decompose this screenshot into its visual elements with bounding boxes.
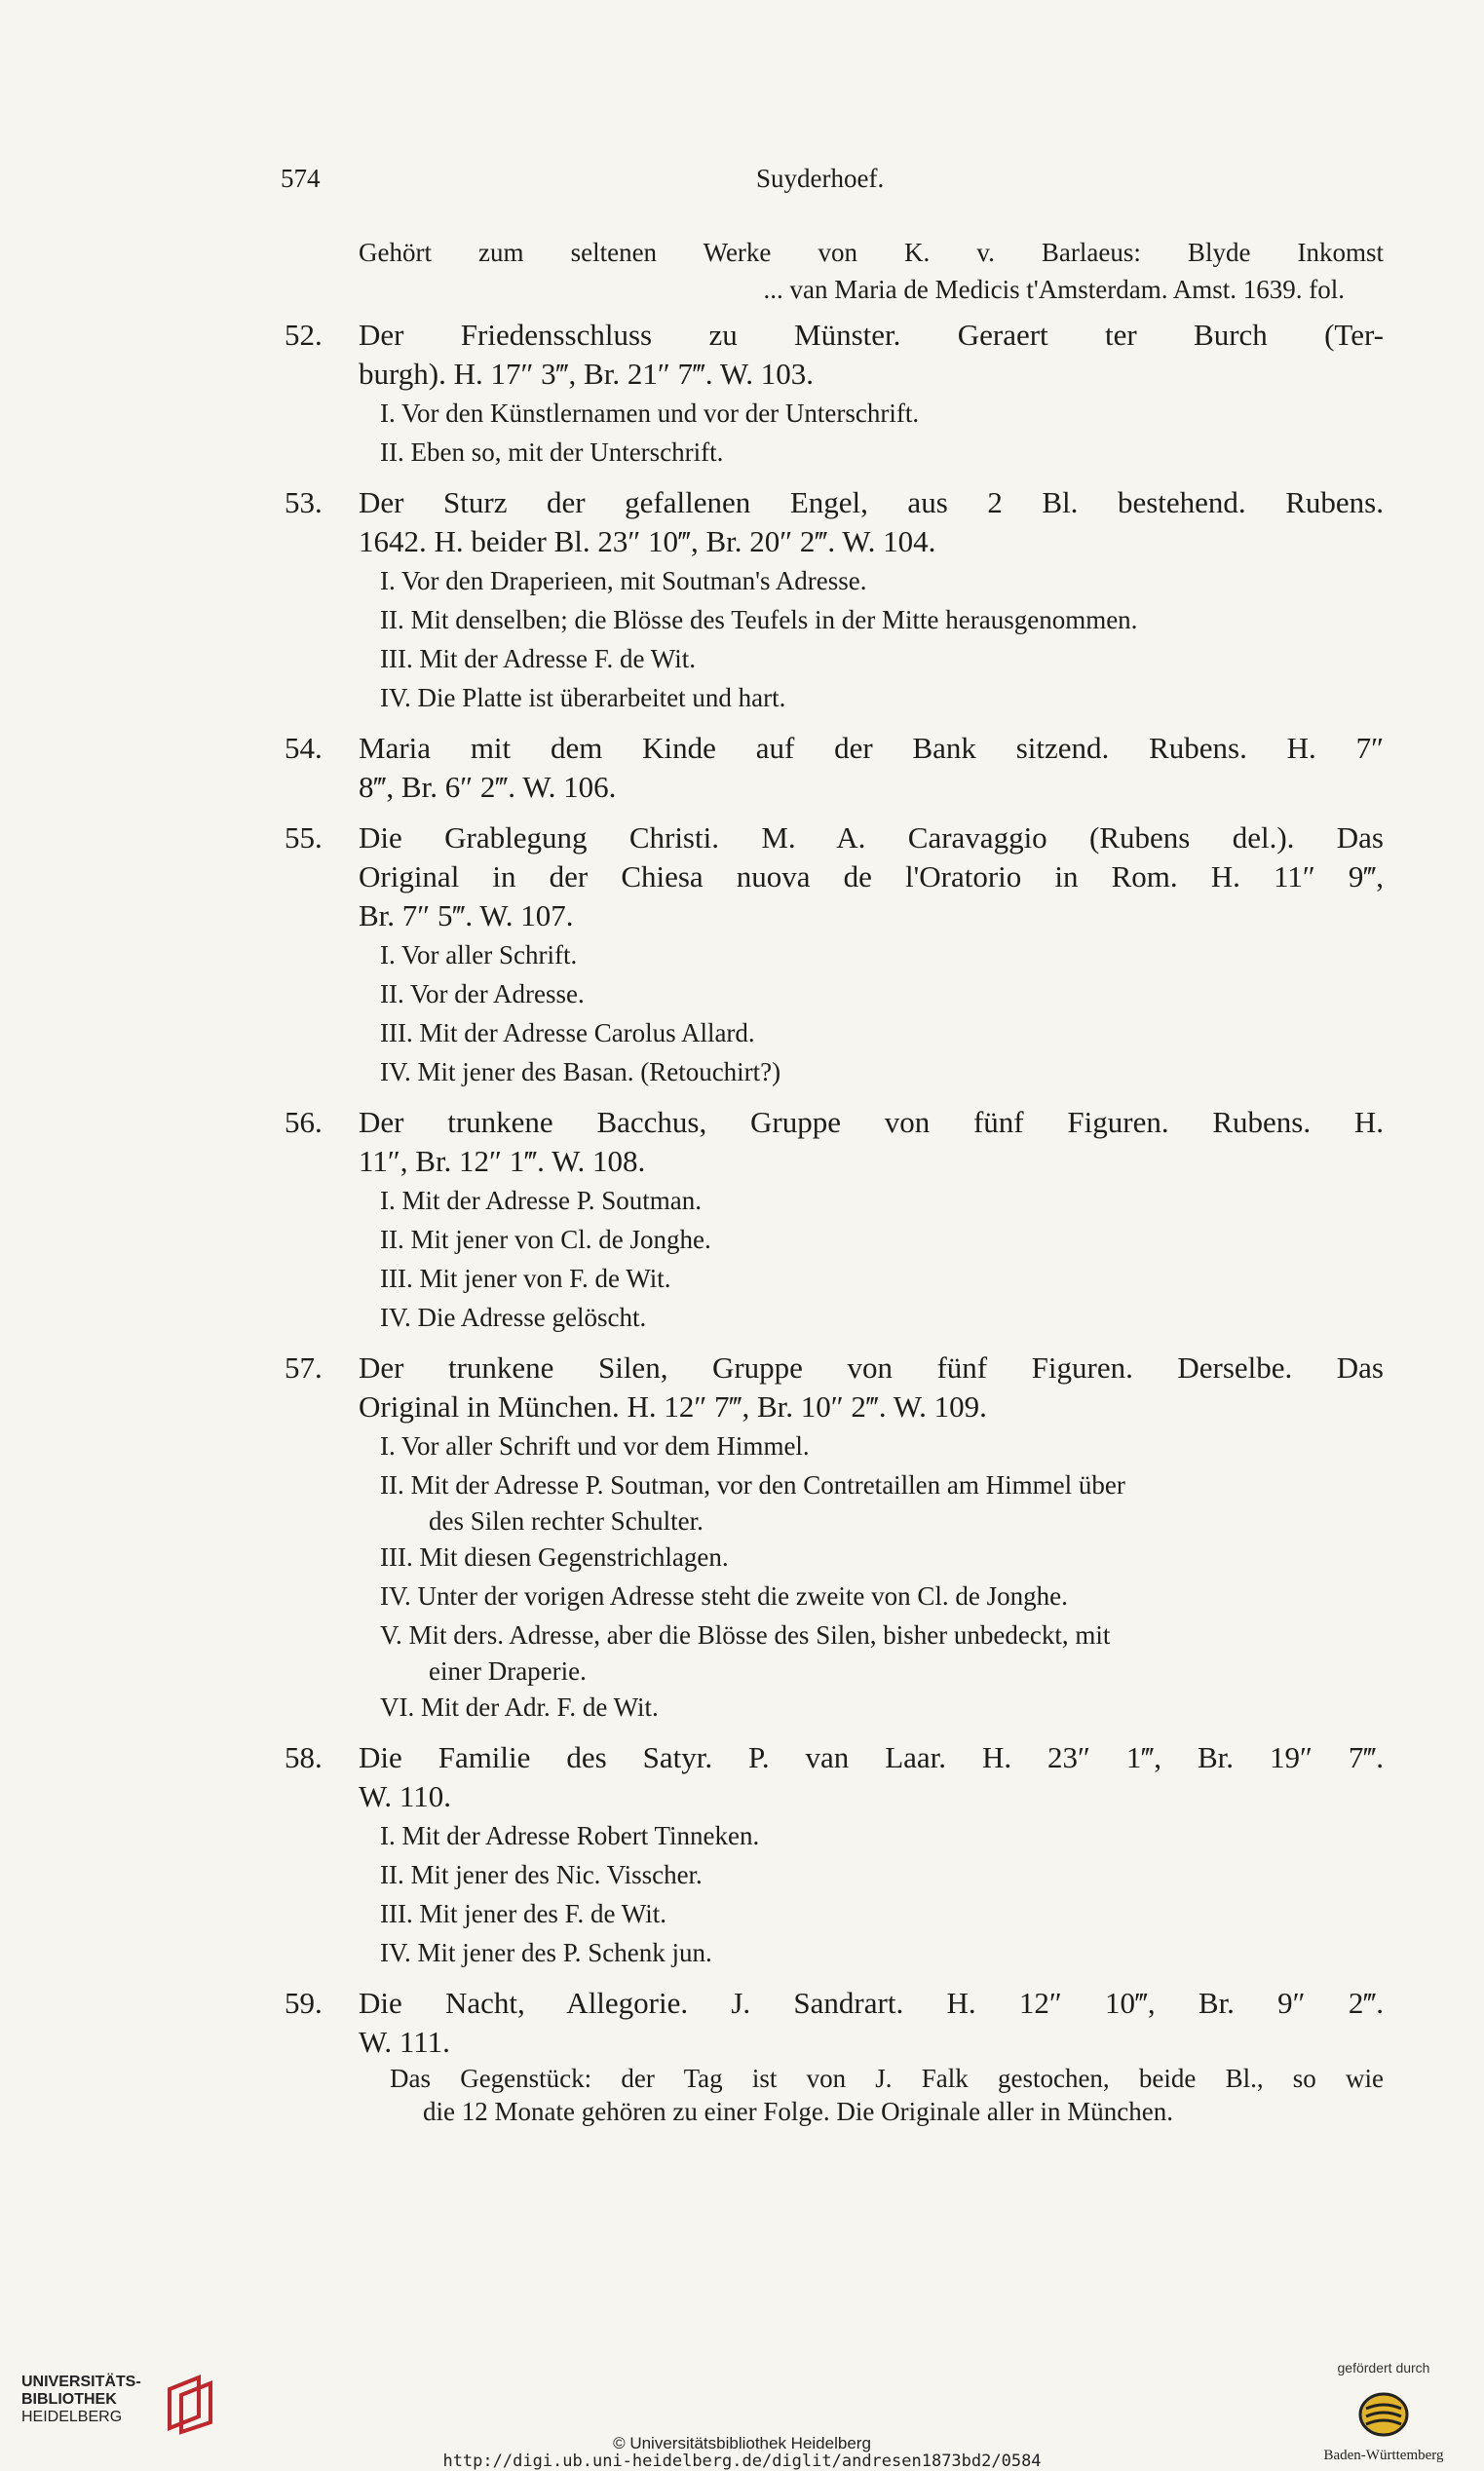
entry-line (0, 818, 1484, 857)
state-description: V. Mit ders. Adresse, aber die Blösse des Silen, bisher unbedeckt, mit (380, 1620, 1111, 1650)
state-continuation: des Silen rechter Schulter. (429, 1506, 704, 1536)
state-description: IV. Die Platte ist überarbeitet und hart. (380, 683, 786, 712)
state-description: VI. Mit der Adr. F. de Wit. (380, 1692, 659, 1722)
intro-line: Gehört zum seltenen Werke von K. v. Barlaeus: Blyde Inkomst (359, 238, 1384, 267)
catalogue-entry (0, 1738, 1484, 1972)
entry-line (0, 522, 1484, 561)
state-description: IV. Unter der vorigen Adresse steht die zweite von Cl. de Jonghe. (380, 1581, 1068, 1611)
state-description: II. Mit denselben; die Blösse des Teufels in der Mitte herausgenommen. (380, 605, 1138, 634)
entry-number: 56. (285, 1105, 323, 1139)
entry-text: Die Familie des Satyr. P. van Laar. H. 23″ 1‴, Br. 19″ 7‴. (359, 1740, 1384, 1774)
sponsor-block (1296, 2360, 1471, 2463)
entry-line (0, 1388, 1484, 1426)
state-description: II. Eben so, mit der Unterschrift. (380, 437, 724, 467)
coat-of-arms-icon (1358, 2389, 1409, 2440)
entry-line (0, 857, 1484, 896)
entry-text: Die Nacht, Allegorie. J. Sandrart. H. 12″ 10‴, Br. 9″ 2‴. (359, 1986, 1384, 2020)
state-description: IV. Die Adresse gelöscht. (380, 1303, 647, 1332)
state-description: II. Vor der Adresse. (380, 979, 585, 1008)
state-description: III. Mit jener von F. de Wit. (380, 1264, 671, 1293)
state-description: I. Vor den Künstlernamen und vor der Unterschrift. (380, 399, 920, 428)
intro-paragraph (359, 234, 1384, 308)
state-description: II. Mit jener von Cl. de Jonghe. (380, 1225, 711, 1254)
entry-line (0, 729, 1484, 768)
entry-line (0, 1984, 1484, 2023)
entry-text: burgh). H. 17″ 3‴, Br. 21″ 7‴. W. 103. (359, 357, 815, 391)
state-description: I. Vor den Draperieen, mit Soutman's Adresse. (380, 566, 867, 595)
entry-text: 1642. H. beider Bl. 23″ 10‴, Br. 20″ 2‴. W. 104. (359, 524, 936, 558)
entry-line (0, 2023, 1484, 2062)
entry-number: 54. (285, 731, 323, 765)
entry-line (0, 1349, 1484, 1388)
entry-line (0, 1142, 1484, 1181)
state-description: II. Mit jener des Nic. Visscher. (380, 1860, 703, 1889)
entry-line (0, 896, 1484, 935)
state-description: I. Vor aller Schrift. (380, 940, 578, 969)
state-description: II. Mit der Adresse P. Soutman, vor den Contretaillen am Himmel über (380, 1470, 1125, 1500)
entry-number: 57. (285, 1350, 323, 1385)
entry-number: 53. (285, 485, 323, 519)
logo-line: BIBLIOTHEK (21, 2391, 117, 2408)
entry-text: Die Grablegung Christi. M. A. Caravaggio (Rubens del.). Das (359, 820, 1384, 855)
state-description: IV. Mit jener des P. Schenk jun. (380, 1938, 712, 1967)
state-continuation: einer Draperie. (429, 1656, 587, 1686)
entry-text: Original in der Chiesa nuova de l'Oratorio in Rom. H. 11″ 9‴, (359, 859, 1384, 893)
running-title: Suyderhoef. (756, 164, 885, 193)
state-description: IV. Mit jener des Basan. (Retouchirt?) (380, 1057, 781, 1086)
intro-line: ... van Maria de Medicis t'Amsterdam. Amst. 1639. fol. (763, 275, 1345, 304)
entry-text: Der Sturz der gefallenen Engel, aus 2 Bl. bestehend. Rubens. (359, 485, 1384, 519)
logo-line: HEIDELBERG (21, 2409, 123, 2425)
entry-number: 59. (285, 1986, 323, 2020)
copyright-notice: © Universitätsbibliothek Heidelberg (613, 2434, 871, 2452)
catalogue-entry (0, 818, 1484, 1091)
entry-line (0, 1777, 1484, 1816)
entry-text: W. 111. (359, 2025, 450, 2059)
library-emblem-icon (160, 2370, 228, 2438)
catalogue-entry (0, 1349, 1484, 1727)
catalogue-entry (0, 1984, 1484, 2128)
entry-text: Der Friedensschluss zu Münster. Geraert ter Burch (Ter- (359, 318, 1384, 352)
entry-text: W. 110. (359, 1779, 452, 1813)
permalink-url[interactable]: http://digi.ub.uni-heidelberg.de/diglit/andresen1873bd2/0584 (442, 2452, 1042, 2471)
catalogue-entries (0, 316, 1484, 2140)
entry-number: 58. (285, 1740, 323, 1774)
entry-number: 52. (285, 318, 323, 352)
entry-text: Original in München. H. 12″ 7‴, Br. 10″ 2‴. W. 109. (359, 1389, 987, 1424)
entry-text: Der trunkene Silen, Gruppe von fünf Figuren. Derselbe. Das (359, 1350, 1384, 1385)
entry-text: Br. 7″ 5‴. W. 107. (359, 898, 574, 932)
entry-note: Das Gegenstück: der Tag ist von J. Falk gestochen, beide Bl., so wie (390, 2064, 1384, 2093)
state-description: I. Mit der Adresse P. Soutman. (380, 1186, 702, 1215)
running-header (281, 164, 1391, 203)
state-description: I. Mit der Adresse Robert Tinneken. (380, 1821, 760, 1850)
entry-text: 8‴, Br. 6″ 2‴. W. 106. (359, 770, 617, 804)
entry-text: Der trunkene Bacchus, Gruppe von fünf Figuren. Rubens. H. (359, 1105, 1384, 1139)
catalogue-entry (0, 316, 1484, 472)
entry-line (0, 483, 1484, 522)
logo-line: UNIVERSITÄTS- (21, 2374, 141, 2390)
sponsor-name: Baden-Württemberg (1323, 2448, 1444, 2463)
entry-text: Maria mit dem Kinde auf der Bank sitzend. Rubens. H. 7″ (359, 731, 1384, 765)
sponsor-label: gefördert durch (1337, 2360, 1430, 2376)
entry-line (0, 316, 1484, 355)
catalogue-entry (0, 483, 1484, 717)
catalogue-entry (0, 729, 1484, 807)
page-number: 574 (281, 164, 321, 193)
state-description: III. Mit der Adresse F. de Wit. (380, 644, 696, 673)
footer (0, 2338, 1484, 2471)
entry-note: die 12 Monate gehören zu einer Folge. Die Originale aller in München. (423, 2097, 1174, 2126)
library-logo[interactable] (21, 2350, 216, 2448)
entry-line (0, 768, 1484, 807)
state-description: III. Mit der Adresse Carolus Allard. (380, 1018, 755, 1047)
library-logo-text (21, 2374, 141, 2426)
state-description: III. Mit diesen Gegenstrichlagen. (380, 1542, 729, 1572)
entry-line (0, 355, 1484, 394)
entry-text: 11″, Br. 12″ 1‴. W. 108. (359, 1144, 646, 1178)
catalogue-entry (0, 1103, 1484, 1337)
state-description: III. Mit jener des F. de Wit. (380, 1899, 666, 1928)
state-description: I. Vor aller Schrift und vor dem Himmel. (380, 1431, 810, 1461)
entry-number: 55. (285, 820, 323, 855)
entry-line (0, 1738, 1484, 1777)
entry-line (0, 1103, 1484, 1142)
